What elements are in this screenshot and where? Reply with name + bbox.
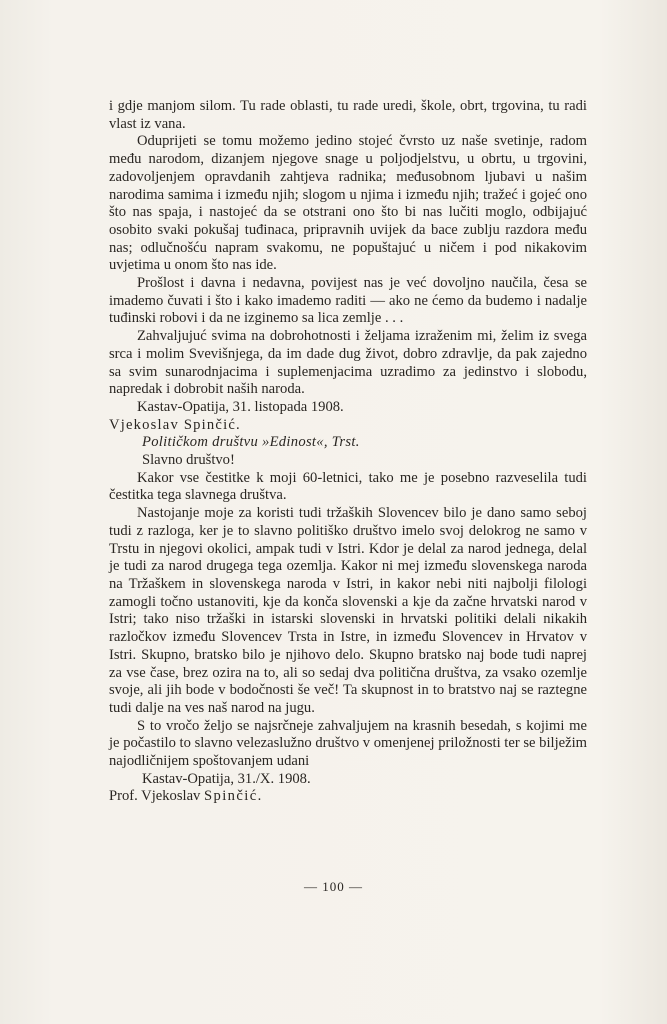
signature-title: Prof. Vjekoslav bbox=[109, 788, 201, 805]
paragraph: Kakor vse čestitke k moji 60-letnici, tako me je posebno razveselila tudi čestitka tega slavnega društva. bbox=[109, 469, 587, 504]
signature bbox=[109, 788, 587, 806]
paragraph: S to vročo željo se najsrčneje zahvaljujem na krasnih besedah, s kojimi me je počastilo to slavno velezaslužno društvo v omenjenej priložnosti ter se bilježim najodličnijem spoštovanjem udani bbox=[109, 717, 587, 770]
paragraph: Zahvaljujuć svima na dobrohotnosti i željama izraženim mi, želim iz svega srca i molim Svevišnjega, da im dade dug život, dobro zdravlje, da pak zajedno sa svim sunarodnjacima i suplemenjacima uzradimo za jedinstvo i slobodu, napredak i dobrobit naših naroda. bbox=[109, 328, 587, 398]
dateline: Kastav-Opatija, 31./X. 1908. bbox=[142, 770, 311, 787]
paragraph: Oduprijeti se tomu možemo jedino stojeć čvrsto uz naše svetinje, radom među narodom, dizanjem njegove snage u poljodjelstvu, u obrtu, u trgovini, zadovoljenjem opravdanih zahtjeva radnika; međusobnom ljubavi u našim narodima samima i između njih; slogom u njima i između njih; tražeć i gojeć ono što nas spaja, i nastojeć da se otstrani ono što bi nas lučiti moglo, odbijajuć osobito svaki pokušaj tuđinaca, pripravnih uvijek da bace zublju razdora među nas; odlučnošću napram svakomu, ne popuštajuć u ničem i pod nikakovim uvjetima u onom što nas ide. bbox=[109, 133, 587, 274]
salutation: Slavno društvo! bbox=[142, 452, 235, 469]
letter-heading: Političkom društvu »Edinost«, Trst. bbox=[142, 434, 360, 451]
page-number: — 100 — bbox=[304, 879, 363, 894]
paragraph: Prošlost i davna i nedavna, povijest nas je već dovoljno naučila, česa se imademo čuvati i što i kako imademo raditi — ako ne ćemo da budemo i nadalje tuđinski robovi i da ne izginemo sa lica zemlje . . . bbox=[109, 275, 587, 327]
paragraph: Nastojanje moje za koristi tudi tržaških Slovencev bilo je dano samo seboj tudi z razloga, ker je to slavno politiško društvo imelo svoj delokrog ne samo v Trstu in njegovi okolici, ampak tudi v Istri. Kdor je delal za narod jednega, delal je tudi za narod drugega tega ozemlja. Kakor ni mej između slovenskega naroda na Tržaškem in slovenskega naroda v Istri, in kakor nebi niti najbolji filologi zamogli točno ustanoviti, kje da konča slovenski a kje da začne hrvatski narod v Istri; tako niso tržaški in istarski slovenski in hrvatski politiki delali nikakih razločkov između Slovencev Trsta in Istre, in između Slovencev in Hrvatov v Istri. Skupno, bratsko bilo je njihovo delo. Skupno bratsko naj bode tudi naprej za vse čase, brez ozira na to, ali so sedaj dva politična društva, za vsako ozemlje svoje, ali jih bode v bodočnosti še več! Ta skupnost in to bratstvo naj se raztegne tudi dalje na ves naš narod na jugu. bbox=[109, 505, 587, 716]
paragraph: i gdje manjom silom. Tu rade oblasti, tu rade uredi, škole, obrt, trgovina, tu radi vlast iz vana. bbox=[109, 98, 587, 132]
dateline: Kastav-Opatija, 31. listopada 1908. bbox=[137, 398, 344, 415]
page-body bbox=[109, 98, 587, 806]
signature: Vjekoslav Spinčić. bbox=[109, 416, 241, 433]
signature-surname: Spinčić. bbox=[204, 788, 263, 805]
